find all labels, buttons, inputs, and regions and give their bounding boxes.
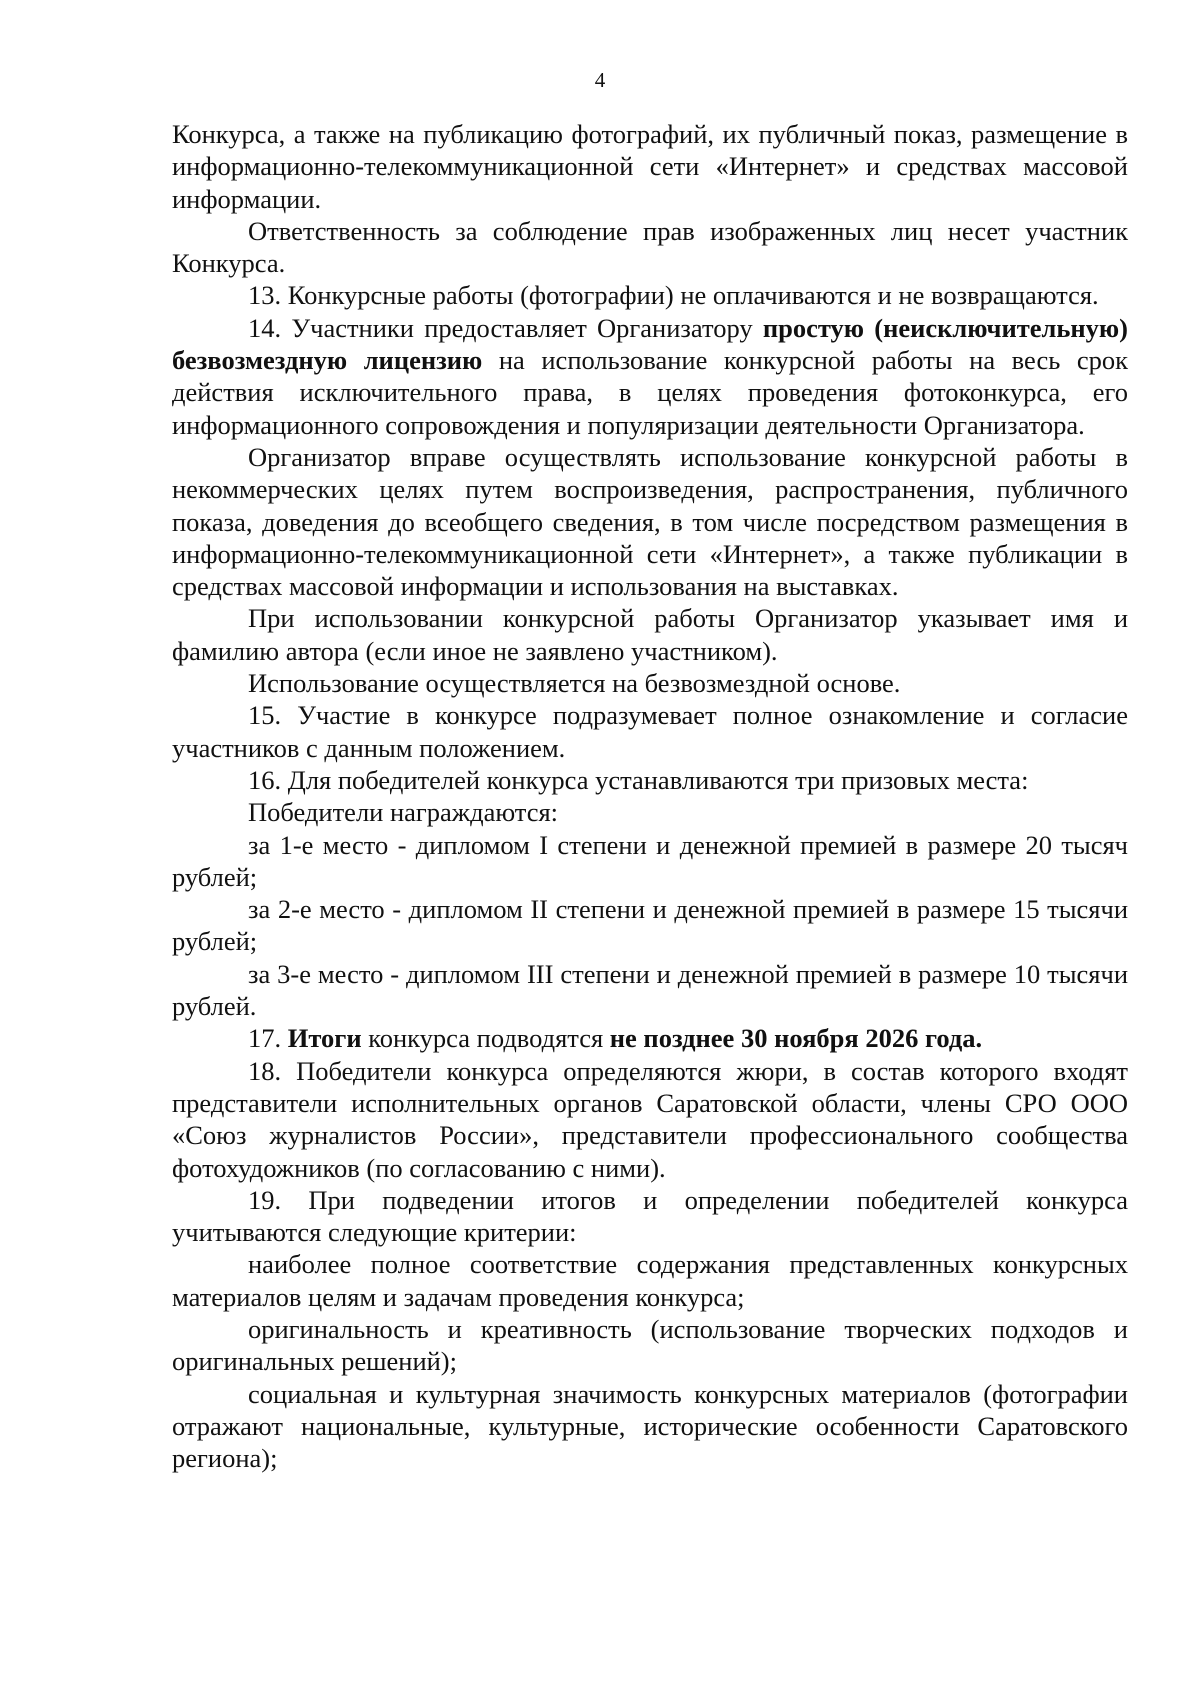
- paragraph-18: 18. Победители конкурса определяются жюри, в состав которого входят представители исполнительных органов Саратовской области, члены СРО ООО «Союз журналистов России», представители профессионального сообщества фотохудожников (по согласованию с ними).: [172, 1055, 1128, 1183]
- paragraph-14-lead: 14. Участники предоставляет Организатору: [248, 312, 763, 343]
- paragraph-prize-2nd: за 2-е место - дипломом II степени и денежной премией в размере 15 тысячи рублей;: [172, 894, 1128, 957]
- criterion-content-relevance: наиболее полное соответствие содержания представленных конкурсных материалов целям и задачам проведения конкурса;: [172, 1249, 1128, 1312]
- paragraph-free-basis: Использование осуществляется на безвозмездной основе.: [248, 668, 901, 699]
- paragraph-13: 13. Конкурсные работы (фотографии) не оплачиваются и не возвращаются.: [248, 280, 1099, 311]
- paragraph-17-middle: конкурса подводятся: [361, 1023, 610, 1054]
- page-number: 4: [594, 68, 606, 92]
- paragraph-14-rest: на использование конкурсной работы на весь срок действия исключительного права, в целях проведения фотоконкурса, его информационного сопровождения и популяризации деятельности Организатора.: [172, 345, 1128, 440]
- criterion-social-significance: социальная и культурная значимость конкурсных материалов (фотографии отражают национальные, культурные, исторические особенности Саратовского региона);: [172, 1378, 1128, 1474]
- paragraph-author-attribution: При использовании конкурсной работы Организатор указывает имя и фамилию автора (если иное не заявлено участником).: [172, 603, 1128, 666]
- paragraph-responsibility: Ответственность за соблюдение прав изображенных лиц несет участник Конкурса.: [172, 215, 1128, 279]
- paragraph-16: 16. Для победителей конкурса устанавливаются три призовых места:: [248, 764, 1029, 795]
- paragraph-17-results-bold: Итоги: [287, 1023, 362, 1054]
- paragraph-15: 15. Участие в конкурсе подразумевает полное ознакомление и согласие участников с данным положением.: [172, 700, 1128, 763]
- paragraph-consent-continuation: Конкурса, а также на публикацию фотографий, их публичный показ, размещение в информационно-телекоммуникационной сети «Интернет» и средствах массовой информации.: [172, 119, 1128, 214]
- criterion-originality: оригинальность и креативность (использование творческих подходов и оригинальных решений);: [172, 1313, 1128, 1377]
- paragraph-organizer-rights: Организатор вправе осуществлять использование конкурсной работы в некоммерческих целях путем воспроизведения, распространения, публичного показа, доведения до всеобщего сведения, в том числе посредством размещения в информационно-телекоммуникационной сети «Интернет», а также публикации в средствах массовой информации и использования на выставках.: [172, 441, 1128, 602]
- paragraph-14-license-bold: простую (неисключительную) безвозмездную лицензию: [172, 312, 1128, 376]
- paragraph-winners-awarded: Победители награждаются:: [248, 797, 559, 828]
- paragraph-17-number: 17.: [248, 1023, 288, 1054]
- paragraph-17-deadline-bold: не позднее 30 ноября 2026 года.: [609, 1023, 983, 1054]
- document-body: [172, 118, 1128, 1474]
- paragraph-prize-1st: за 1-е место - дипломом I степени и денежной премией в размере 20 тысяч рублей;: [172, 829, 1128, 892]
- paragraph-prize-3rd: за 3-е место - дипломом III степени и денежной премией в размере 10 тысячи рублей.: [172, 958, 1128, 1022]
- paragraph-19: 19. При подведении итогов и определении победителей конкурса учитываются следующие критерии:: [172, 1184, 1128, 1248]
- paragraph-14: [172, 312, 1128, 441]
- paragraph-17: [172, 1022, 1128, 1054]
